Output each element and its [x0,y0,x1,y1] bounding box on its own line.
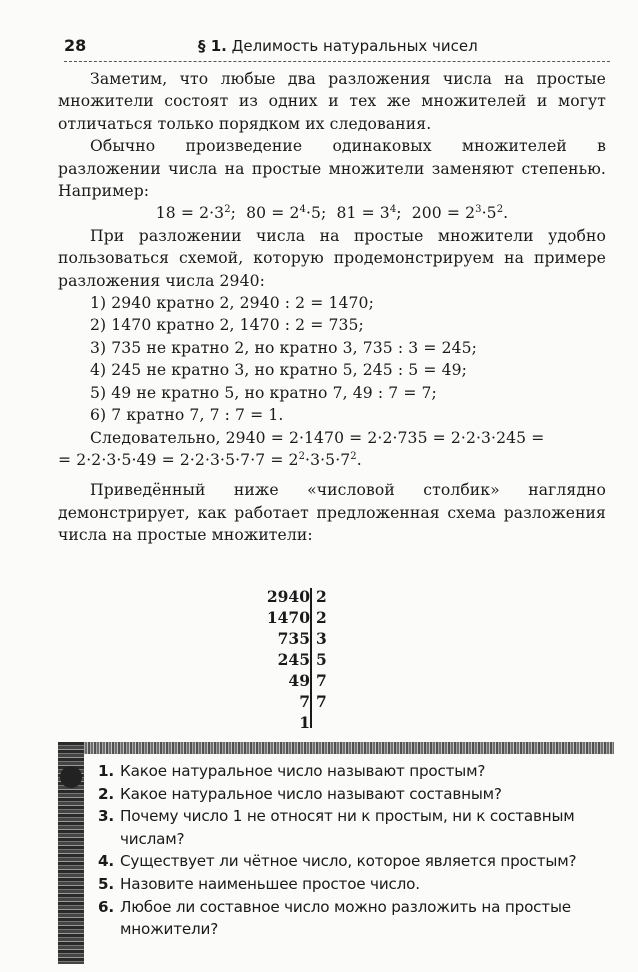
steps-list [58,292,606,426]
question-text: Существует ли чётное число, которое является простым? [120,852,577,871]
paragraph-3: При разложении числа на простые множители удобно пользоваться схемой, которую продемонстрируем на примере разложения числа 2940: [58,226,606,290]
page-header [64,36,610,62]
step-item: 2) 1470 кратно 2, 1470 : 2 = 735; [90,316,364,335]
question-number: 1. [98,762,114,780]
question-mark-icon [60,766,82,788]
column-dividend: 7 [299,692,310,711]
questions-list [98,760,614,941]
step-item: 1) 2940 кратно 2, 2940 : 2 = 1470; [90,294,374,313]
paragraph-2: Обычно произведение одинаковых множителей в разложении числа на простые множители заменяют степенью. Например: [58,137,606,201]
question-number: 5. [98,874,114,893]
column-factor: 5 [316,650,327,669]
column-factor: 2 [316,608,327,627]
question-item [98,873,614,896]
box-top-border [58,742,614,754]
question-item [98,850,614,873]
questions-box [58,742,614,964]
examples-formula: $18 = 2\cdot 3^2$; $80 = 2^4\cdot 5$; $81 = 3^4$; $200 = 2^3\cdot 5^2$. [155,204,509,223]
question-item [98,896,614,941]
question-text: Какое натуральное число называют составным? [120,784,502,803]
header-rule [64,61,610,62]
column-factor: 2 [316,587,327,606]
step-item: 6) 7 кратно 7, 7 : 7 = 1. [90,406,284,425]
paragraph-1: Заметим, что любые два разложения числа на простые множители состоят из одних и тех же множителей и могут отличаться только порядком их следования. [58,70,606,133]
conclusion-line-1: Следовательно, 2940 = 2·1470 = 2·2·735 = 2·2·3·245 = [90,428,545,447]
question-text: Любое ли составное число можно разложить на простые множители? [120,897,571,939]
question-item [98,760,614,783]
column-dividend: 2940 [266,587,310,606]
section-title: Делимость натуральных чисел [231,37,478,55]
step-item: 4) 245 не кратно 3, но кратно 5, 245 : 5 = 49; [90,361,467,380]
question-text: Назовите наименьшее простое число. [120,874,420,893]
column-dividend: 245 [277,650,310,669]
main-text [58,68,606,547]
question-text: Почему число 1 не относят ни к простым, ни к составным числам? [120,807,575,848]
section-mark: § 1. [198,37,227,55]
step-item: 3) 735 не кратно 2, но кратно 3, 735 : 3 = 245; [90,338,477,357]
column-factor: 3 [316,629,327,648]
question-number: 2. [98,784,114,803]
column-factor: 7 [316,692,327,711]
column-dividend: 735 [277,629,310,648]
conclusion-line-2: = $2\cdot 2\cdot 3\cdot 5\cdot 49 = 2\cdot 2\cdot 3\cdot 5\cdot 7\cdot 7 = 2^2\cdot 3\cdot 5\cdot 7^2$. [58,450,362,469]
question-number: 4. [98,852,114,871]
question-number: 3. [98,807,114,826]
step-item: 5) 49 не кратно 5, но кратно 7, 49 : 7 = 7; [90,383,437,402]
column-divider [310,588,312,728]
column-dividend: 49 [288,671,310,690]
running-title [198,37,478,55]
column-factor: 7 [316,671,327,690]
page-number: 28 [64,36,87,55]
question-item [98,805,614,850]
column-dividend: 1 [299,713,310,732]
column-dividend: 1470 [266,608,310,627]
question-text: Какое натуральное число называют простым? [120,762,486,780]
question-item [98,783,614,806]
question-number: 6. [98,897,114,916]
paragraph-4: Приведённый ниже «числовой столбик» наглядно демонстрирует, как работает предложенная схема разложения числа на простые множители: [58,481,606,545]
